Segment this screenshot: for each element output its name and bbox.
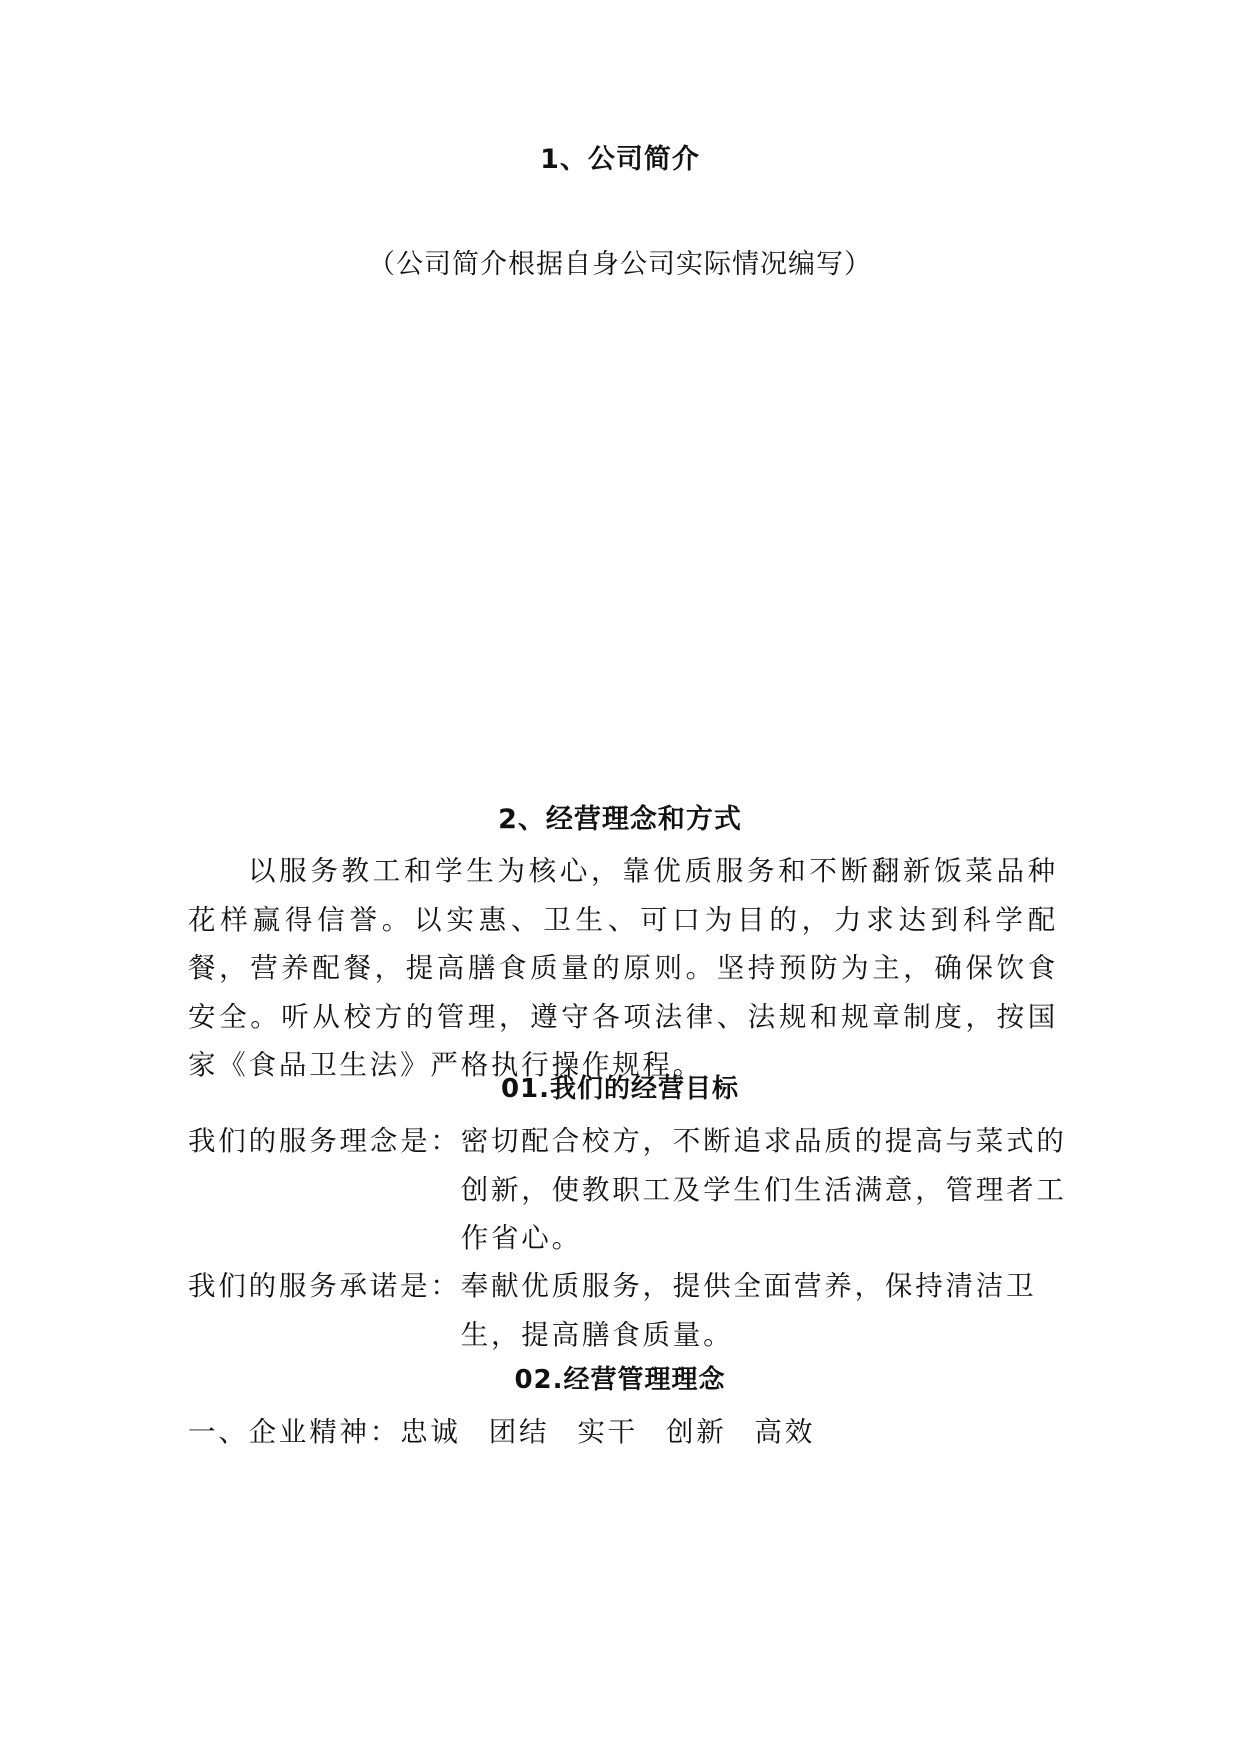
management-title: 02.经营管理理念 [514,1365,726,1395]
enterprise-spirit-line [188,1408,843,1456]
spirit-word: 创新 [665,1416,727,1448]
section-title-business-philosophy: 2、经营理念和方式 [498,804,742,835]
goals-title: 01.我们的经营目标 [500,1074,740,1104]
spirit-word: 实干 [577,1416,638,1448]
enterprise-spirit-label: 一、企业精神： [188,1416,401,1448]
section-title-company-intro: 1、公司简介 [540,144,700,175]
business-philosophy-paragraph: 以服务教工和学生为核心，靠优质服务和不断翻新饭菜品种花样赢得信誉。以实惠、卫生、可口为目的，力求达到科学配餐，营养配餐，提高膳食质量的原则。坚持预防为主，确保饮食安全。听从校方的管理，遵守各项法律、法规和规章制度，按国家《食品卫生法》严格执行操作规程。 [188,855,1058,1081]
service-promise-label: 我们的服务承诺是： [188,1270,461,1302]
spirit-word: 忠诚 [400,1416,461,1448]
spirit-word: 团结 [488,1416,550,1448]
service-concept-text: 密切配合校方，不断追求品质的提高与菜式的创新，使教职工及学生们生活满意，管理者工作省心。 [460,1125,1067,1254]
company-intro-note: （公司简介根据自身公司实际情况编写） [368,249,872,280]
spirit-word: 高效 [754,1416,816,1448]
service-promise-block [188,1262,1068,1359]
service-promise-text: 奉献优质服务，提供全面营养，保持清洁卫生，提高膳食质量。 [460,1270,1037,1351]
service-concept-label: 我们的服务理念是： [188,1125,461,1157]
service-concept-block [188,1117,1068,1263]
